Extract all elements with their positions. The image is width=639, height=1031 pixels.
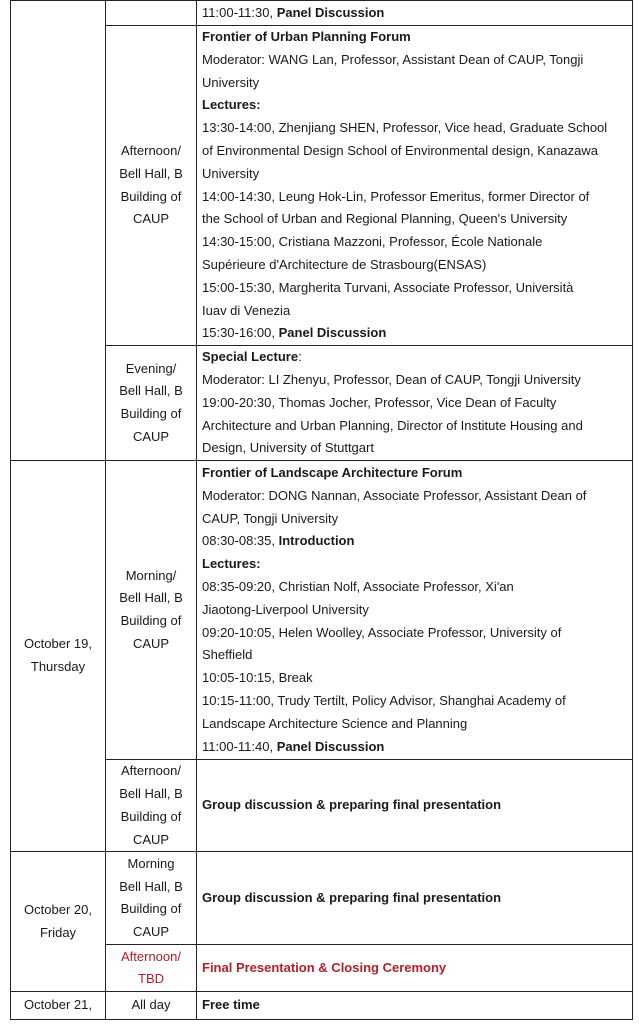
day-cell: [11, 992, 106, 1020]
lecture-line: University: [202, 165, 260, 181]
session-cell: [197, 852, 633, 945]
slot-line: Morning/: [125, 567, 177, 583]
lecture-line: 10:15-11:00, Trudy Tertilt, Policy Advisor, Shanghai Academy of: [202, 692, 566, 708]
moderator-line: University: [202, 74, 260, 90]
panel-time: 11:00-11:40,: [202, 738, 277, 754]
slot-cell: [106, 992, 197, 1020]
slot-line: All day: [131, 997, 171, 1013]
slot-cell: [106, 760, 197, 852]
slot-line: CAUP: [132, 428, 170, 444]
schedule-table: [10, 0, 633, 1020]
table-row: [11, 852, 633, 945]
lectures-label: Lectures:: [202, 556, 261, 572]
panel-time: 11:00-11:30,: [202, 4, 277, 20]
table-row: [11, 1, 633, 26]
moderator-line: Moderator: WANG Lan, Professor, Assistant Dean of CAUP, Tongji: [202, 51, 584, 67]
slot-line: Afternoon/: [121, 763, 181, 779]
session-text: Group discussion & preparing final presentation: [202, 797, 502, 813]
session-title: Frontier of Urban Planning Forum: [202, 29, 411, 44]
lecture-line: 10:05-10:15, Break: [202, 670, 313, 686]
session-title: Frontier of Landscape Architecture Forum: [202, 464, 463, 480]
slot-line: Bell Hall, B: [119, 878, 183, 894]
session-cell: [197, 346, 633, 461]
day-line: October 19,: [24, 636, 92, 652]
lecture-line: 19:00-20:30, Thomas Jocher, Professor, Vice Dean of Faculty: [202, 394, 557, 410]
lecture-line: Supérieure d'Architecture de Strasbourg(ENSAS): [202, 256, 487, 272]
moderator-line: Moderator: LI Zhenyu, Professor, Dean of CAUP, Tongji University: [202, 371, 581, 387]
moderator-line: Moderator: DONG Nannan, Associate Professor, Assistant Dean of: [202, 487, 587, 503]
lecture-line: 14:30-15:00, Cristiana Mazzoni, Professor, École Nationale: [202, 234, 543, 250]
day-line: Friday: [39, 924, 77, 940]
session-cell: [197, 992, 633, 1020]
slot-line: CAUP: [132, 924, 170, 940]
title-suffix: :: [298, 349, 302, 365]
lecture-line: 15:00-15:30, Margherita Turvani, Associate Professor, Università: [202, 279, 574, 295]
lectures-label: Lectures:: [202, 97, 261, 113]
slot-cell: [106, 346, 197, 461]
day-cell: [11, 461, 106, 852]
day-line: October 20,: [24, 902, 92, 918]
slot-line: Building of: [120, 406, 182, 422]
slot-cell: [106, 461, 197, 760]
lecture-line: Sheffield: [202, 647, 253, 663]
lecture-line: Jiaotong-Liverpool University: [202, 601, 369, 617]
table-row: [11, 461, 633, 760]
slot-line: Building of: [120, 613, 182, 629]
lecture-line: 13:30-14:00, Zhenjiang SHEN, Professor, Vice head, Graduate School: [202, 120, 608, 136]
slot-line: Morning: [127, 855, 175, 871]
lecture-line: Landscape Architecture Science and Planning: [202, 715, 468, 731]
session-cell: [197, 26, 633, 346]
moderator-line: CAUP, Tongji University: [202, 510, 339, 526]
session-text: Group discussion & preparing final presentation: [202, 889, 502, 905]
table-row: [11, 992, 633, 1020]
slot-line: Bell Hall, B: [119, 590, 183, 606]
slot-line: CAUP: [132, 635, 170, 651]
day-cell: [11, 852, 106, 992]
slot-line: Afternoon/: [121, 948, 181, 964]
lecture-line: of Environmental Design School of Environmental design, Kanazawa: [202, 142, 599, 158]
session-text: Free time: [202, 997, 260, 1013]
panel-time: 15:30-16:00,: [202, 325, 279, 341]
slot-line: Building of: [120, 808, 182, 824]
slot-line: Bell Hall, B: [119, 383, 183, 399]
slot-line: Bell Hall, B: [119, 785, 183, 801]
lecture-line: the School of Urban and Regional Planning, Queen's University: [202, 211, 568, 227]
day-line: Thursday: [30, 659, 86, 675]
lecture-line: 14:00-14:30, Leung Hok-Lin, Professor Emeritus, former Director of: [202, 188, 590, 204]
slot-line: Building of: [120, 901, 182, 917]
day-cell: [11, 1, 106, 461]
slot-line: CAUP: [132, 211, 170, 227]
lecture-line: Architecture and Urban Planning, Director of Institute Housing and: [202, 417, 583, 433]
session-cell: [197, 461, 633, 760]
lecture-line: 09:20-10:05, Helen Woolley, Associate Professor, University of: [202, 624, 562, 640]
session-text: Final Presentation & Closing Ceremony: [202, 959, 447, 975]
slot-line: CAUP: [132, 831, 170, 847]
slot-line: Building of: [120, 188, 182, 204]
slot-line: Afternoon/: [121, 142, 181, 158]
lecture-line: Design, University of Stuttgart: [202, 440, 374, 456]
slot-line: Evening/: [125, 360, 177, 376]
slot-cell: [106, 1, 197, 26]
session-cell: [197, 760, 633, 852]
intro-time: 08:30-08:35,: [202, 533, 279, 549]
lecture-line: Iuav di Venezia: [202, 302, 291, 318]
panel-label: Panel Discussion: [278, 325, 387, 341]
slot-cell: [106, 945, 197, 992]
lecture-line: 08:35-09:20, Christian Nolf, Associate Professor, Xi'an: [202, 578, 514, 594]
session-cell: [197, 1, 633, 26]
intro-label: Introduction: [278, 533, 355, 549]
session-cell: [197, 945, 633, 992]
day-line: October 21,: [24, 997, 92, 1013]
panel-label: Panel Discussion: [276, 738, 385, 754]
session-title: Special Lecture: [202, 349, 299, 365]
slot-cell: [106, 26, 197, 346]
slot-cell: [106, 852, 197, 945]
slot-line: Bell Hall, B: [119, 165, 183, 181]
panel-label: Panel Discussion: [276, 4, 385, 20]
slot-line: TBD: [138, 971, 164, 987]
